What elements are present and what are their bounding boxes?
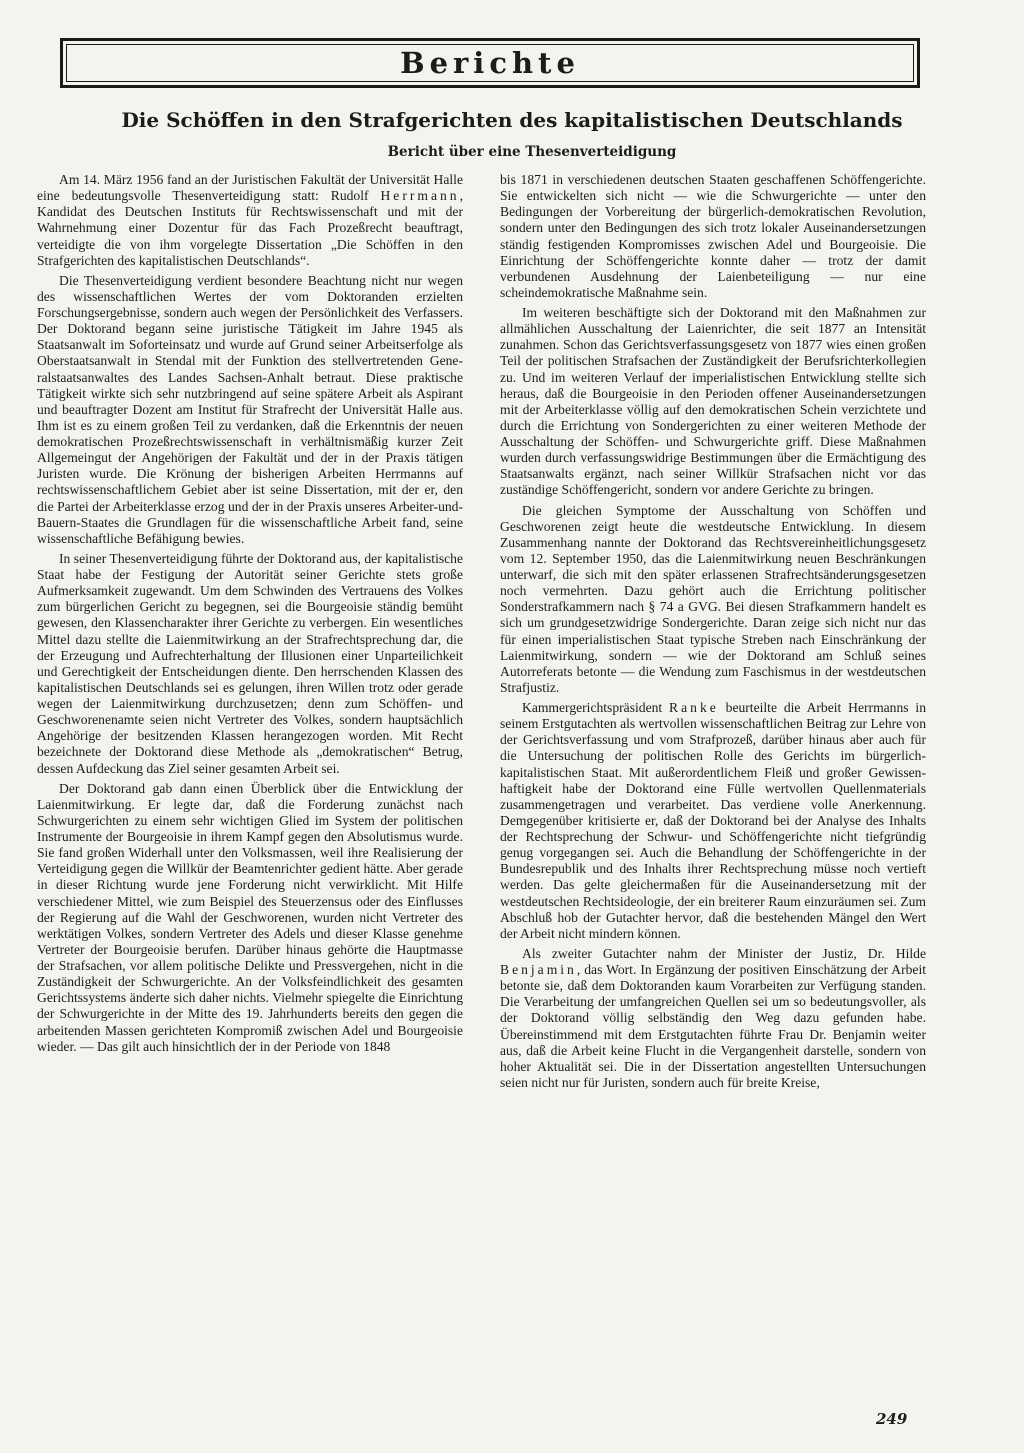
- paragraph-continued: bis 1871 in verschiedenen deutschen Staaten geschaffenen Schöffengerichte. Sie entwickelten sich nicht — wie die Schwurgerichte — unter den Bedingungen der Vorbereitung der bürgerlich-demokratischen Revolution, sondern unter den Bedingungen des sich trotz lokaler Auseinandersetzungen ständig festigenden Kompromisses zwischen Adel und Bourgeoisie. Die Einrichtung der Schöffengerichte konnte daher — trotz der damit verbundenen Ausdehnung der Laienbeteiligung — nur eine scheindemokratische Maßnahme sein.: [500, 172, 926, 300]
- section-header-box: [60, 38, 920, 88]
- person-name-ranke: Ranke: [669, 700, 719, 715]
- paragraph: Im weiteren beschäftigte sich der Doktorand mit den Maßnahmen zur allmählichen Ausschaltung der Laienrichter, die seit 1877 an Intensität zunahmen. Schon das Gerichtsverfassungsgesetz von 1877 wies einen großen Teil der politischen Strafsachen der Zuständigkeit der Berufsrichterkollegien zu. Und im weiteren Verlauf der imperialistischen Entwicklung stellte sich heraus, daß die Bourgeoisie in den Perioden offener Auseinandersetzungen mit der Arbeiterklasse völlig auf den demokratischen Schein verzichtete und durch die Errichtung von Sondergerichten zu einer weiteren Methode der Ausschaltung der Schöffen- und Schwurgerichte griff. Diese Maßnahmen wurden durch verfassungswidrige Bestimmungen über die Ermächtigung des Staatsanwalts ergänzt, nach seiner Willkür Strafsachen nicht vor das zuständige Schöffengericht, sondern vor andere Gerichte zu bringen.: [500, 305, 926, 498]
- paragraph: Am 14. März 1956 fand an der Juristischen Fakultät der Universität Halle eine bedeutungsvolle Thesenverteidigung statt: Rudolf Herrmann, Kandidat des Deutschen Instituts für Rechtswissenschaft und mit der Wahrnehmung einer Dozentur für das Fach Prozeßrecht beauftragt, verteidigte die von ihm vorgelegte Dissertation „Die Schöffen in den Strafgerichten des kapitalistischen Deutschlands“.: [37, 172, 463, 268]
- section-header-inner-border: [66, 44, 914, 82]
- article-title: Die Schöffen in den Strafgerichten des kapitalistischen Deutschlands: [121, 108, 903, 132]
- paragraph: Die gleichen Symptome der Ausschaltung von Schöffen und Geschworenen zeigt heute die westdeutsche Entwicklung. In diesem Zusammenhang nannte der Doktorand das Rechtsvereinheitlichungsgesetz vom 12. September 1950, das die Laienmitwirkung neuen Beschränkungen unterwarf, die sich mit den später erlassenen Strafrechtsänderungsgesetzen noch vermehrten. Dazu gehört auch die Errichtung politischer Sonderstrafkammern nach § 74 a GVG. Bei diesen Strafkammern handelt es sich um grundgesetzwidrige Sondergerichte. Daran zeige sich nicht nur das für einen imperialistischen Staat typische Streben nach Einschränkung der Laienmitwirkung, sondern — wie der Doktorand am Schluß seines Autorreferats betonte — die Wendung zum Faschismus in der westdeutschen Strafjustiz.: [500, 502, 926, 695]
- page-number: 249: [876, 1410, 908, 1428]
- person-name-herrmann: Herrmann: [380, 188, 460, 204]
- paragraph: Als zweiter Gutachter nahm der Minister der Justiz, Dr. Hilde Benjamin, das Wort. In Ergänzung der positiven Einschätzung der Arbeit betonte sie, daß dem Doktoranden kaum Vorarbeiten zur Verfügung standen. Die Verarbeitung der umfangreichen Quellen sei um so bedeutungsvoller, als der Doktorand völlig selbständig den Weg dazu gefunden habe. Übereinstimmend mit dem Erstgutachten führte Frau Dr. Benjamin weiter aus, daß die Arbeit keine Flucht in die Vergangenheit darstelle, sondern von hoher Aktualität sei. Die in der Dissertation angestellten Untersuchungen seien nicht nur für Juristen, sondern auch für breite Kreise,: [500, 945, 926, 1090]
- person-name-benjamin: Benjamin: [500, 962, 577, 977]
- paragraph: Die Thesenverteidigung verdient besondere Beachtung nicht nur wegen des wissenschaftlichen Wertes der vom Doktoranden erzielten Forschungsergebnisse, sondern auch wegen der Persönlichkeit des Verfassers. Der Doktorand begann seine juristische Tätigkeit im Jahre 1945 als Staatsanwalt im Soforteinsatz und wurde auf Grund seiner Arbeitserfolge als Oberstaatsanwalt in Stendal mit der Funktion des stellvertretenden Generalstaatsanwaltes des Landes Sachsen-Anhalt betraut. Diese praktische Tätigkeit wirkte sich sehr nutzbringend auf seine spätere Arbeit als Aspirant und beauftragter Dozent am Institut für Strafrecht der Universität Halle aus. Ihm ist es zu einem großen Teil zu verdanken, daß die Erkenntnis der neuen demokratischen Prozeßrechtswissenschaft in verhältnismäßig kurzer Zeit Allgemeingut der Angehörigen der Fakultät und der in der Praxis tätigen Juristen wurde. Die Krönung der bisherigen Arbeiten Herrmanns auf rechtswissenschaftlichem Gebiet aber ist seine Dissertation, mit der er, den die Partei der Arbeiterklasse erzog und der in der Praxis unseres Arbeiter-und-Bauern-Staates die Grundlagen für die wissenschaftliche Arbeit fand, seine wissenschaftliche Befähigung bewies.: [37, 272, 463, 546]
- left-column: [37, 172, 463, 1059]
- paragraph: In seiner Thesenverteidigung führte der Doktorand aus, der kapitalistische Staat habe der Festigung der Autorität seiner Gerichte stets große Aufmerksamkeit zugewandt. Um dem Schwinden des Vertrauens des Volkes zum bürgerlichen Gericht zu begegnen, sei die Bourgeoisie ständig bemüht gewesen, den Klassencharakter ihrer Gerichte zu verbergen. Ein wesentliches Mittel dazu stellte die Laienmitwirkung an der Strafrechtsprechung dar, die der Erzeugung und Aufrechterhaltung der Illusionen einer Unparteilichkeit und Gerechtigkeit der Entscheidungen diente. Den herrschenden Klassen des kapitalistischen Deutschlands sei es gelungen, ihren Willen trotz oder gerade wegen der Laienmitwirkung durchzusetzen; denn zum Schöffen- und Geschworenenamte seien nicht Vertreter des Volkes, sondern hauptsächlich Angehörige der besitzenden Klassen herangezogen worden. Mit Recht bezeichnete der Doktorand diese Methode als „demokratischen“ Betrug, dessen Aufdeckung das Ziel seiner gesamten Arbeit sei.: [37, 550, 463, 776]
- paragraph: Kammergerichtspräsident Ranke beurteilte die Arbeit Herrmanns in seinem Erstgutachten als wertvollen wissenschaftlichen Beitrag zur Lehre von der Gerichtsverfassung und vom Strafprozeß, darüber hinaus aber auch für die Untersuchung der politischen Rolle des Gerichts im bürgerlich-kapitalistischen Staat. Mit außerordentlichem Fleiß und großer Gewissenhaftigkeit habe der Doktorand eine Fülle wertvollen Quellenmaterials zusammengetragen und verarbeitet. Das verdiene volle Anerkennung. Demgegenüber kritisierte er, daß der Doktorand bei der Analyse des Inhalts der Rechtsprechung der Schwur- und Schöffengerichte nicht tiefgründig genug vorgegangen sei. Auch die Behandlung der Schöffengerichte in der Bundesrepublik und des Inhalts ihrer Rechtsprechung müsse noch vertieft werden. Das gelte gleichermaßen für die Auseinandersetzung mit der westdeutschen Rechtsideologie, der ein breiterer Raum einzuräumen sei. Zum Abschluß hob der Gutachter hervor, daß die bestehenden Mängel den Wert der Arbeit nicht mindern können.: [500, 700, 926, 941]
- paragraph: Der Doktorand gab dann einen Überblick über die Entwicklung der Laienmitwirkung. Er legte dar, daß die Forderung zunächst nach Schwurgerichten zu einem sehr wichtigen Glied im System der politischen Instrumente der Bourgeoisie in ihrem Kampf gegen den Absolutismus wurde. Sie fand großen Widerhall unter den Volksmassen, weil ihre Realisierung der Verteidigung gegen die Willkür der Beamtenrichter gedient hätte. Aber gerade in dieser Richtung wurde jene Forderung nicht verwirklicht. Mit Hilfe verschiedener Mittel, wie zum Beispiel des Steuerzensus oder des Einflusses der Regierung auf die Wahl der Geschworenen, wurden nicht Vertreter des werktätigen Volkes, sondern Vertreter des Adels und dieser Klasse genehme Vertreter der Bourgeoisie berufen. Darüber hinaus gehörte die Hauptmasse der Strafsachen, vor allem politische Delikte und Pressvergehen, nicht in die Zuständigkeit der Schwurgerichte. An der Volksfeindlichkeit des gesamten Gerichtssystems änderte sich daher nichts. Vielmehr spiegelte die Einrichtung der Schwurgerichte in der Mitte des 19. Jahrhunderts bereits den gegen die arbeitenden Massen gerichteten Kompromiß zwischen Adel und Bourgeoisie wieder. — Das gilt auch hinsichtlich der in der Periode von 1848: [37, 780, 463, 1054]
- right-column: [500, 172, 926, 1095]
- article-subtitle: Bericht über eine Thesenverteidigung: [387, 144, 677, 160]
- section-title: Berichte: [400, 46, 580, 80]
